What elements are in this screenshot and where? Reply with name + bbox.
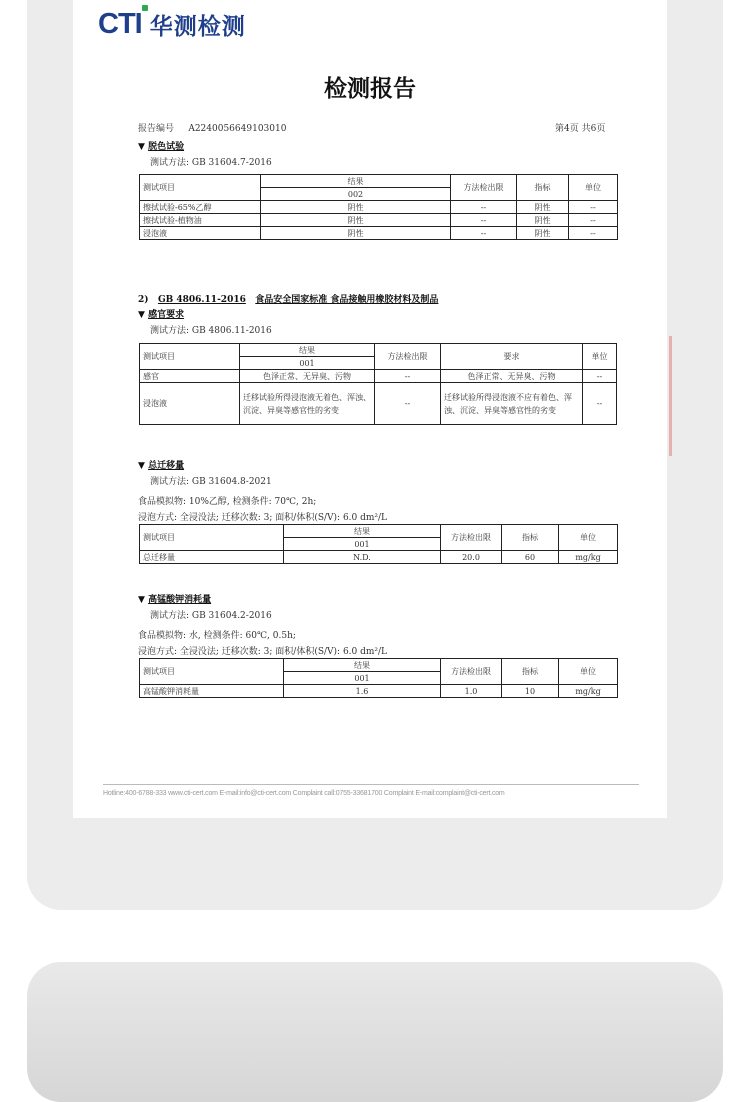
cell-result: 阴性 [261, 201, 451, 214]
header-detect-limit: 方法检出限 [451, 175, 517, 201]
cell-limit: -- [451, 201, 517, 214]
cell-unit: -- [583, 383, 617, 425]
cell-limit: -- [451, 227, 517, 240]
cell-item: 擦拭试验-65%乙醇 [140, 201, 261, 214]
cell-unit: -- [569, 227, 618, 240]
header-detect-limit: 方法检出限 [441, 525, 502, 551]
kmno4-table [139, 658, 618, 698]
cell-index: 10 [502, 685, 559, 698]
test-method: 测试方法: GB 31604.8-2021 [150, 477, 272, 487]
table-row [140, 685, 618, 698]
cell-item: 感官 [140, 370, 240, 383]
cell-index: 阴性 [517, 201, 569, 214]
header-item: 测试项目 [140, 659, 284, 685]
section-title: 脱色试验 [148, 142, 185, 152]
header-detect-limit: 方法检出限 [375, 344, 441, 370]
test-method: 测试方法: GB 4806.11-2016 [150, 326, 272, 336]
section-heading: ▼ 高锰酸钾消耗量 [138, 595, 212, 605]
report-number-value: A2240056649103010 [188, 124, 287, 134]
section-title: 感官要求 [148, 310, 185, 320]
cell-result: 迁移试验所得浸泡液无着色、浑浊、沉淀、异臭等感官性的劣变 [240, 383, 375, 425]
report-page [73, 0, 667, 818]
cell-result: 阴性 [261, 214, 451, 227]
header-index: 指标 [502, 659, 559, 685]
page-indicator: 第4页 共6页 [555, 124, 606, 134]
standard-code: GB 4806.11-2016 [157, 295, 246, 305]
cell-item: 总迁移量 [140, 551, 284, 564]
cell-unit: -- [569, 201, 618, 214]
table-row [140, 201, 618, 214]
table-row [140, 227, 618, 240]
header-sample: 002 [261, 188, 451, 201]
standard-heading [138, 292, 438, 305]
cell-result: 色泽正常、无异臭、污物 [240, 370, 375, 383]
standard-name: 食品安全国家标准 食品接触用橡胶材料及制品 [255, 295, 439, 305]
header-item: 测试项目 [140, 525, 284, 551]
cell-limit: 1.0 [441, 685, 502, 698]
section-heading: ▼ 脱色试验 [138, 142, 185, 152]
header-unit: 单位 [559, 659, 618, 685]
cell-index: 阴性 [517, 227, 569, 240]
header-result: 结果 [284, 525, 441, 538]
sensory-table [139, 343, 617, 425]
company-logo [98, 6, 246, 42]
test-method: 测试方法: GB 31604.2-2016 [150, 611, 272, 621]
test-simulant: 食品模拟物: 水, 检测条件: 60℃, 0.5h; [138, 631, 296, 641]
header-item: 测试项目 [140, 344, 240, 370]
cell-limit: -- [375, 383, 441, 425]
header-unit: 单位 [583, 344, 617, 370]
table-row [140, 370, 617, 383]
header-sample: 001 [284, 672, 441, 685]
cell-limit: 20.0 [441, 551, 502, 564]
header-result: 结果 [240, 344, 375, 357]
section-heading: ▼ 总迁移量 [138, 461, 185, 471]
logo-name: 华测检测 [149, 13, 246, 40]
cell-result: 阴性 [261, 227, 451, 240]
cell-unit: -- [569, 214, 618, 227]
cell-unit: mg/kg [559, 551, 618, 564]
stamp-mark [655, 336, 672, 456]
table-row [140, 214, 618, 227]
cell-requirement: 迁移试验所得浸泡液不应有着色、浑浊、沉淀、异臭等感官性的劣变 [441, 383, 583, 425]
footer-divider [103, 784, 639, 785]
table-row [140, 551, 618, 564]
cell-unit: mg/kg [559, 685, 618, 698]
header-unit: 单位 [559, 525, 618, 551]
cell-item: 浸泡液 [140, 383, 240, 425]
header-result: 结果 [261, 175, 451, 188]
section-title: 高锰酸钾消耗量 [148, 595, 212, 605]
logo-brand: CTI [98, 7, 142, 40]
header-detect-limit: 方法检出限 [441, 659, 502, 685]
cell-limit: -- [451, 214, 517, 227]
table-row [140, 383, 617, 425]
header-sample: 001 [240, 357, 375, 370]
header-item: 测试项目 [140, 175, 261, 201]
bottom-card-background [27, 962, 723, 1102]
header-index: 指标 [502, 525, 559, 551]
test-method: 测试方法: GB 31604.7-2016 [150, 158, 272, 168]
header-requirement: 要求 [441, 344, 583, 370]
header-index: 指标 [517, 175, 569, 201]
page-title: 检测报告 [324, 76, 416, 102]
logo-accent-icon [142, 5, 148, 11]
test-soak: 浸泡方式: 全浸没法; 迁移次数: 3; 面积/体积(S/V): 6.0 dm²/L [138, 647, 388, 657]
report-number-label: 报告编号 [138, 124, 175, 134]
cell-item: 浸泡液 [140, 227, 261, 240]
footer-contact: Hotline:400-6788-333 www.cti-cert.com E-mail:info@cti-cert.com Complaint call:0755-33681700 Complaint E-mail:complaint@cti-cert.com [103, 790, 505, 797]
cell-item: 高锰酸钾消耗量 [140, 685, 284, 698]
test-simulant: 食品模拟物: 10%乙醇, 检测条件: 70℃, 2h; [138, 497, 317, 507]
section-heading: ▼ 感官要求 [138, 310, 185, 320]
report-number [138, 121, 286, 134]
header-result: 结果 [284, 659, 441, 672]
cell-item: 擦拭试验-植物油 [140, 214, 261, 227]
header-sample: 001 [284, 538, 441, 551]
cell-requirement: 色泽正常、无异臭、污物 [441, 370, 583, 383]
cell-limit: -- [375, 370, 441, 383]
cell-index: 阴性 [517, 214, 569, 227]
cell-index: 60 [502, 551, 559, 564]
standard-number: 2) [138, 295, 149, 305]
cell-result: 1.6 [284, 685, 441, 698]
header-unit: 单位 [569, 175, 618, 201]
color-test-table [139, 174, 618, 240]
cell-result: N.D. [284, 551, 441, 564]
test-soak: 浸泡方式: 全浸没法; 迁移次数: 3; 面积/体积(S/V): 6.0 dm²/L [138, 513, 388, 523]
migration-table [139, 524, 618, 564]
section-title: 总迁移量 [148, 461, 185, 471]
cell-unit: -- [583, 370, 617, 383]
